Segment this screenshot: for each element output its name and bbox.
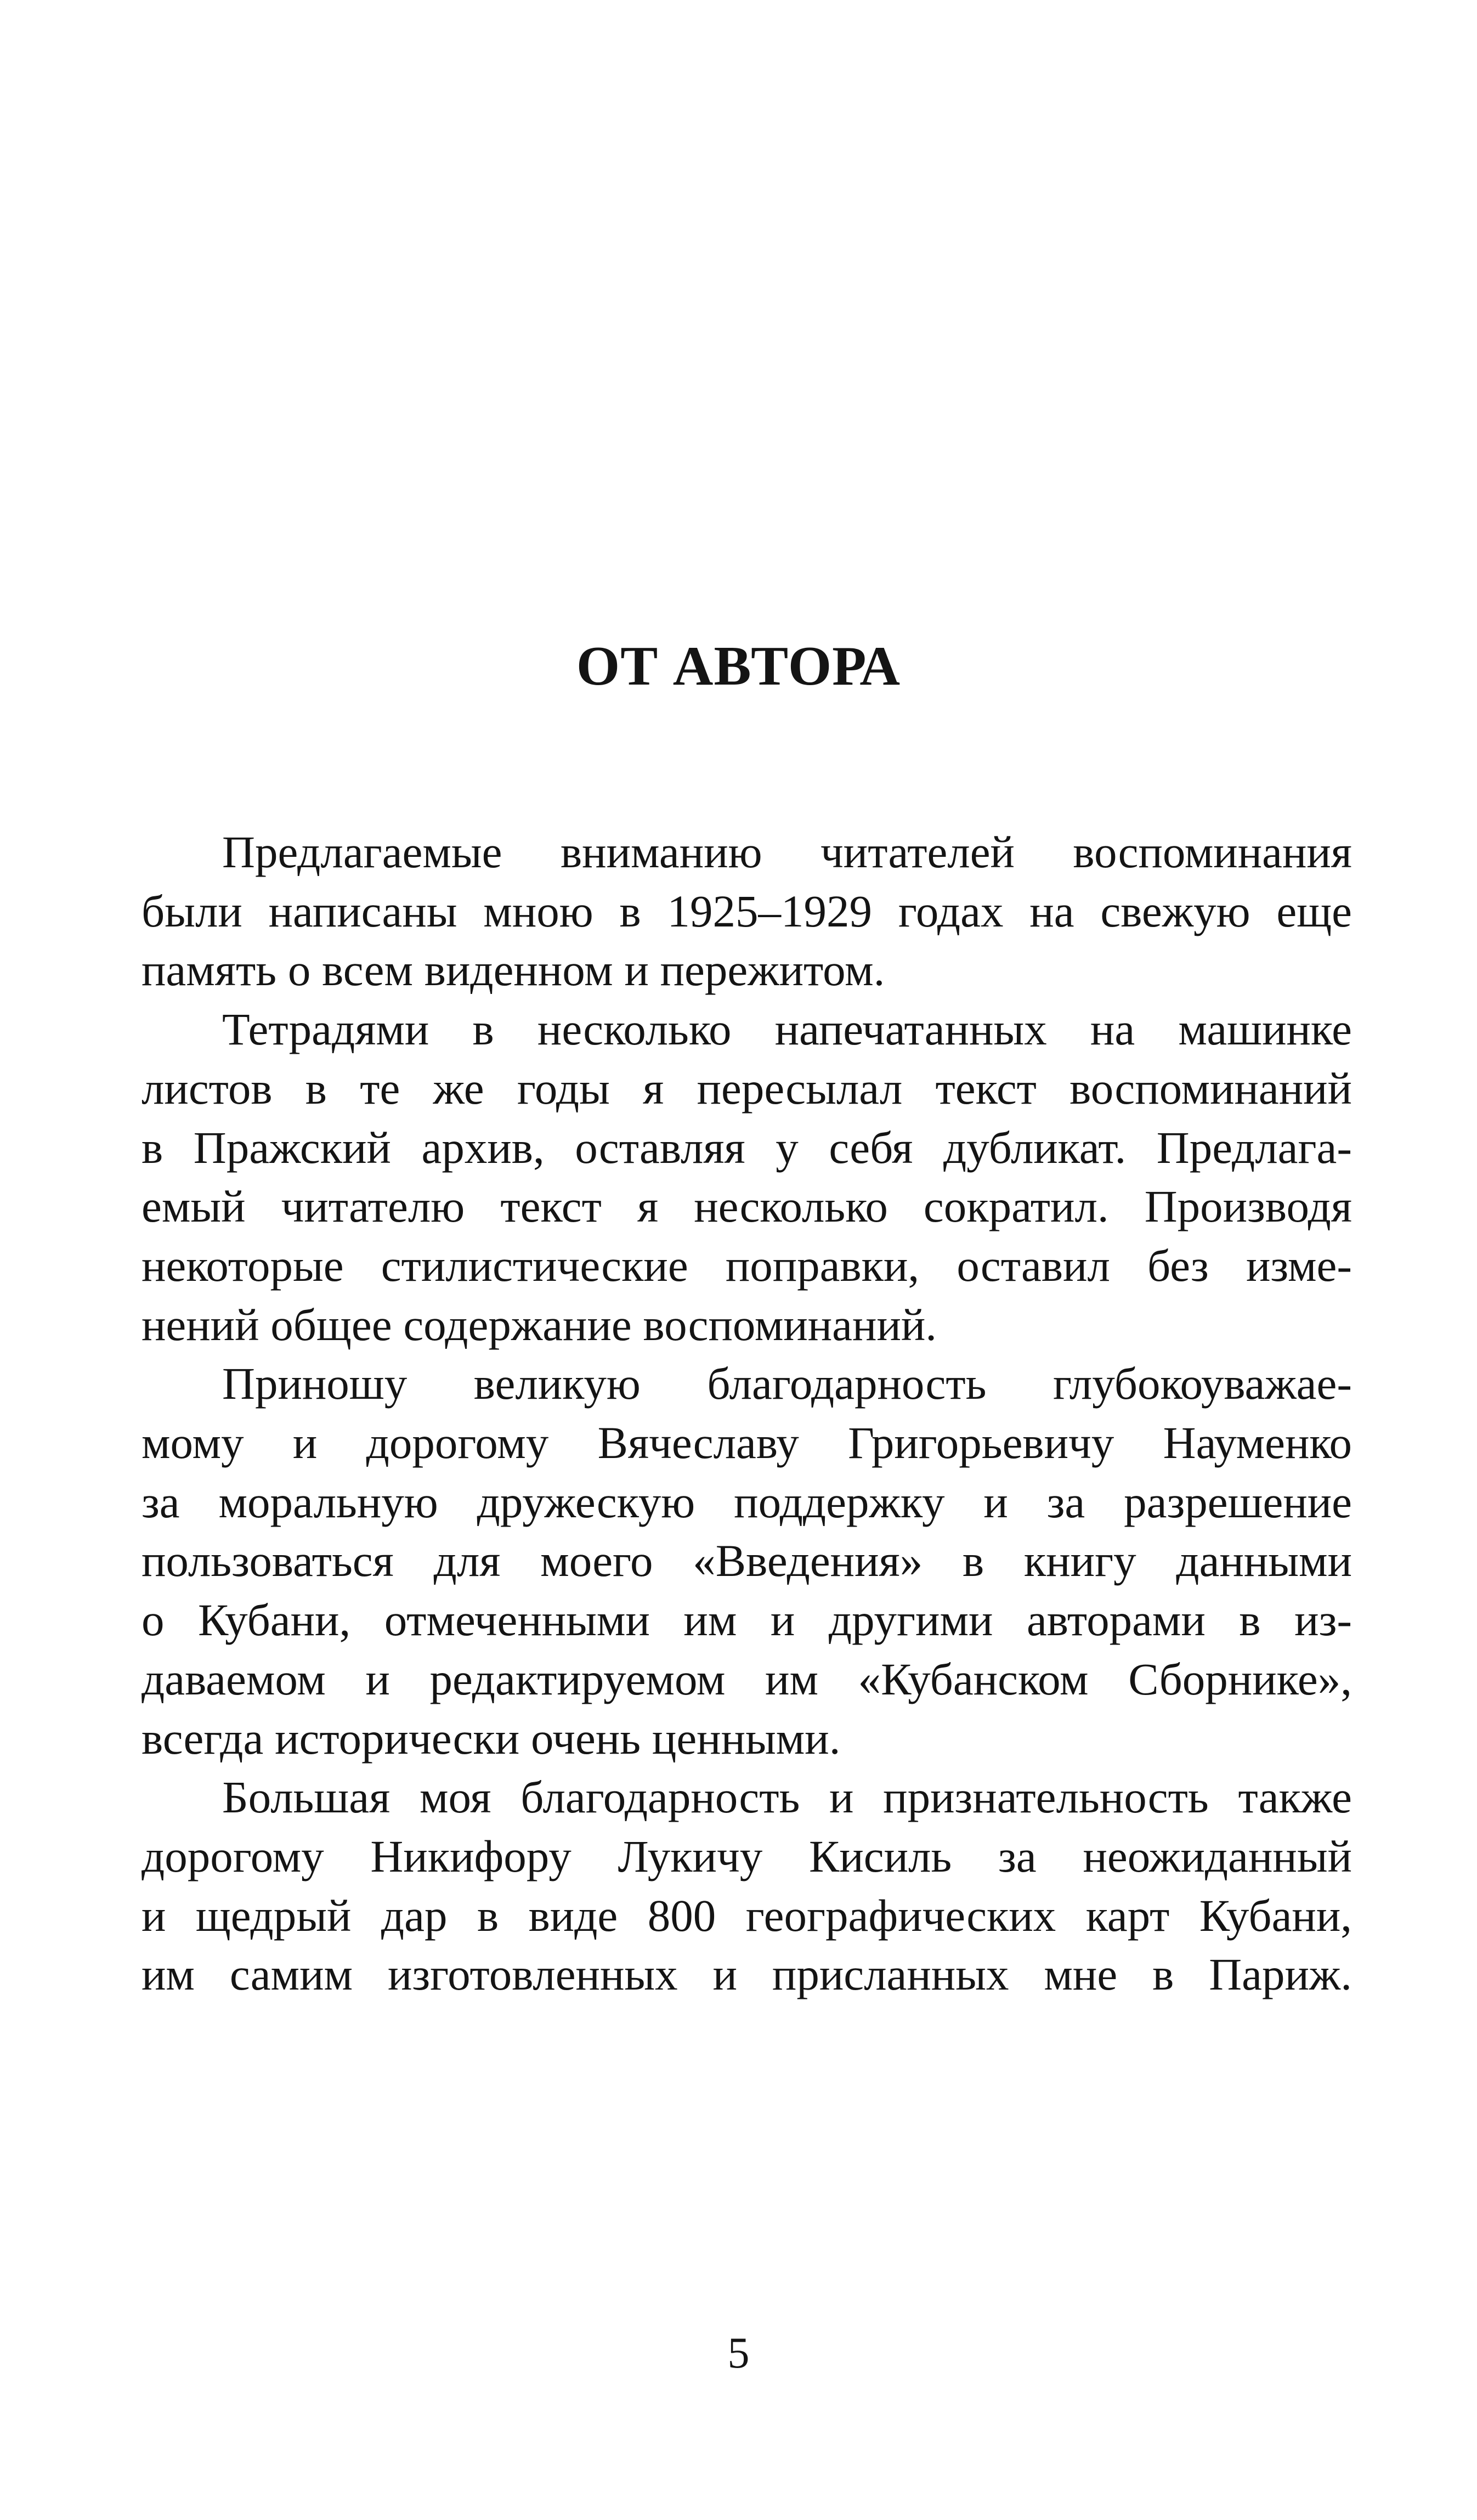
- text-line: даваемом и редактируемом им «Кубанском Сборнике»,: [142, 1653, 1352, 1704]
- text-line: Тетрадями в несколько напечатанных на машинке: [222, 1004, 1352, 1055]
- text-line: о Кубани, отмеченными им и другими авторами в из-: [142, 1595, 1352, 1646]
- page-number: 5: [727, 2329, 750, 2377]
- text-line: в Пражский архив, оставляя у себя дубликат. Предлага-: [142, 1122, 1352, 1173]
- text-line: были написаны мною в 1925–1929 годах на свежую еще: [142, 885, 1352, 936]
- text-line: за моральную дружескую поддержку и за разрешение: [142, 1476, 1352, 1527]
- paragraph-4: [142, 1768, 1352, 2004]
- text-line: всегда исторически очень ценными.: [142, 1713, 841, 1764]
- text-line: память о всем виденном и пережитом.: [142, 945, 885, 996]
- text-line: Большая моя благодарность и признательность также: [222, 1772, 1352, 1823]
- text-line: некоторые стилистические поправки, оставил без изме-: [142, 1240, 1352, 1291]
- paragraph-3: [142, 1354, 1352, 1768]
- paragraph-2: [142, 1000, 1352, 1354]
- text-line: листов в те же годы я пересылал текст воспоминаний: [142, 1063, 1352, 1114]
- text-line: пользоваться для моего «Введения» в книгу данными: [142, 1535, 1352, 1586]
- body-text: [142, 823, 1352, 2004]
- text-line: емый читателю текст я несколько сократил. Производя: [142, 1181, 1352, 1232]
- paragraph-1: [142, 823, 1352, 1000]
- text-line: и щедрый дар в виде 800 географических карт Кубани,: [142, 1890, 1352, 1941]
- text-line: дорогому Никифору Лукичу Кисиль за неожиданный: [142, 1830, 1352, 1881]
- text-line: нений общее содержание воспоминаний.: [142, 1299, 937, 1350]
- text-line: им самим изготовленных и присланных мне в Париж.: [142, 1949, 1352, 2000]
- text-line: Приношу великую благодарность глубокоуважае-: [222, 1358, 1352, 1409]
- chapter-heading: ОТ АВТОРА: [576, 635, 901, 697]
- text-line: Предлагаемые вниманию читателей воспоминания: [222, 827, 1352, 877]
- text-line: мому и дорогому Вячеславу Григорьевичу Науменко: [142, 1417, 1352, 1468]
